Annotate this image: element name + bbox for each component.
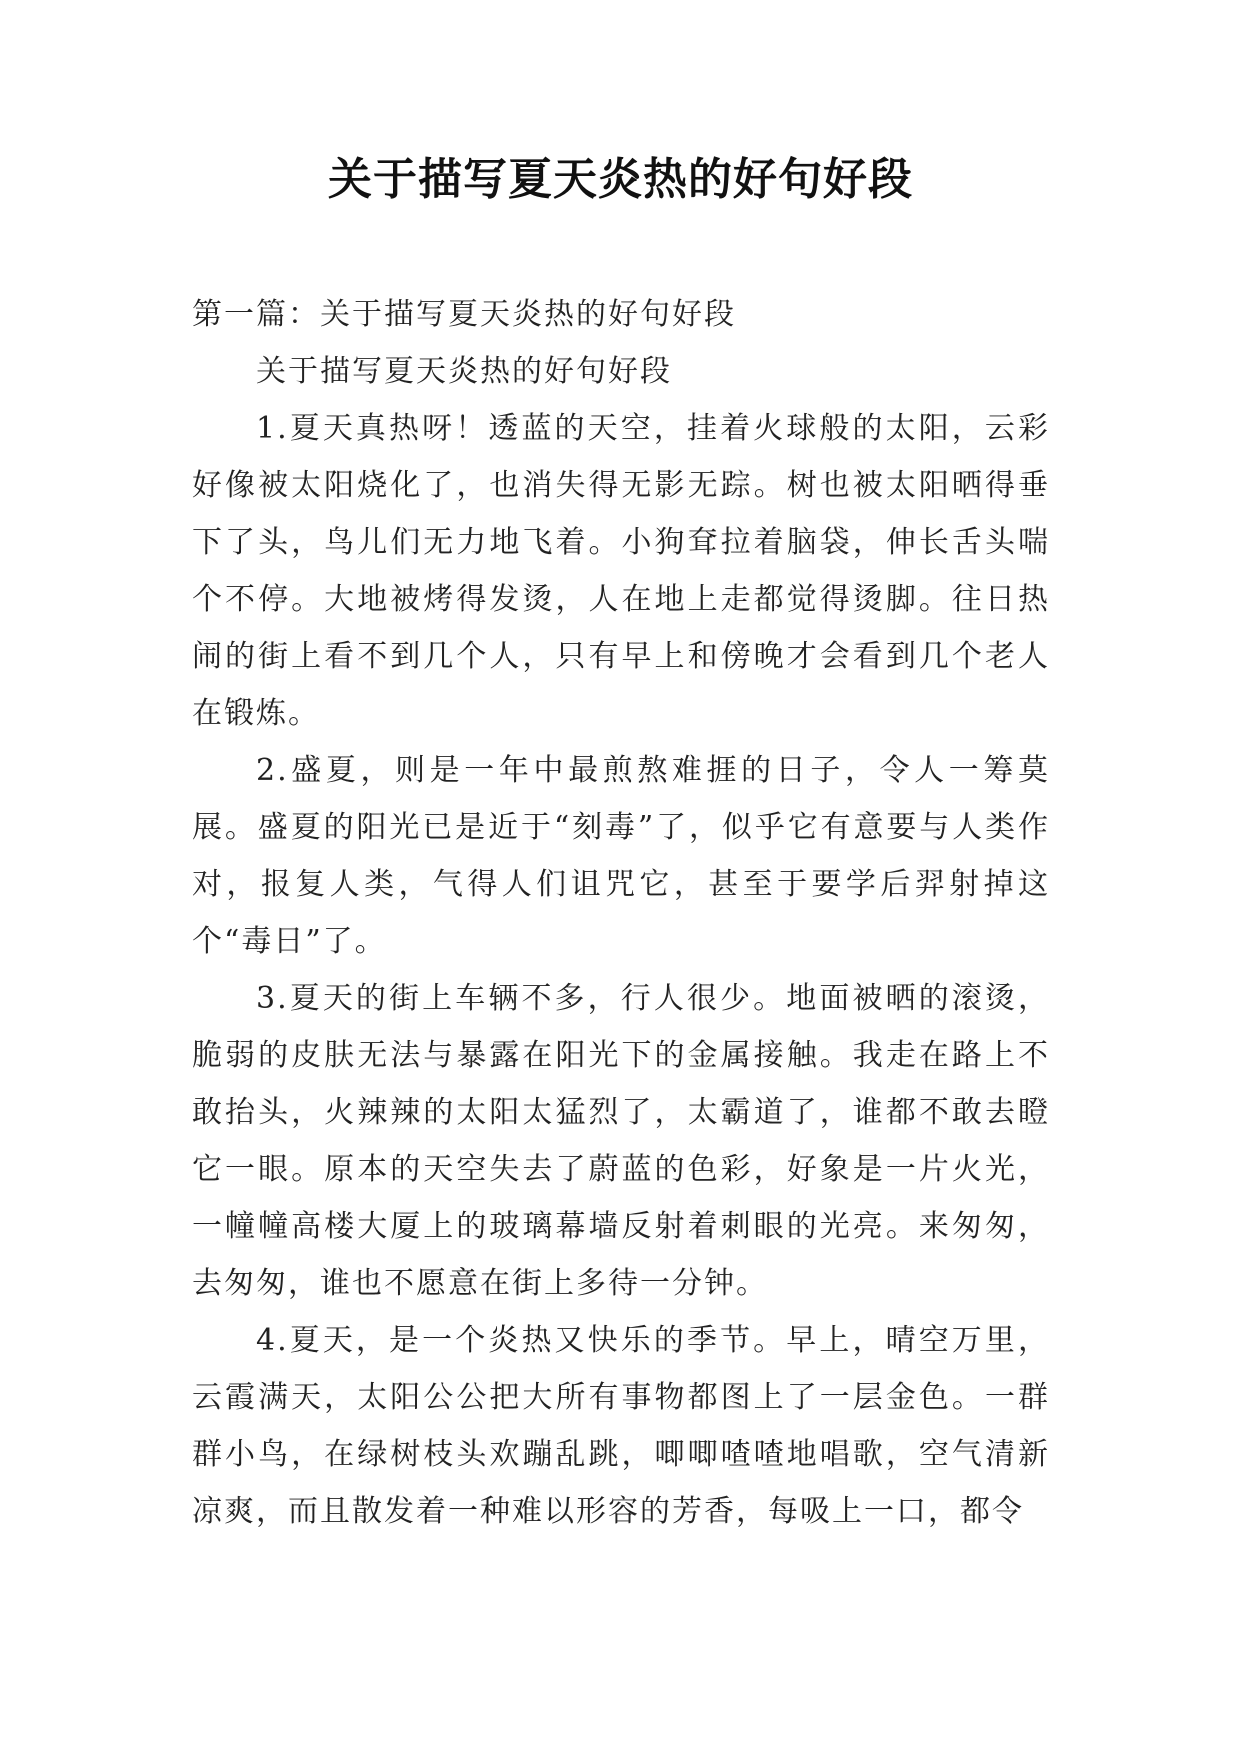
document-title: 关于描写夏天炎热的好句好段 xyxy=(328,154,913,205)
paragraph: 3.夏天的街上车辆不多，行人很少。地面被晒的滚烫，脆弱的皮肤无法与暴露在阳光下的金属接触。我走在路上不敢抬头，火辣辣的太阳太猛烈了，太霸道了，谁都不敢去瞪它一眼。原本的天空失去了蔚蓝的色彩，好象是一片火光，一幢幢高楼大厦上的玻璃幕墙反射着刺眼的光亮。来匆匆，去匆匆，谁也不愿意在街上多待一分钟。 xyxy=(192,981,1050,1301)
paragraph: 1.夏天真热呀！透蓝的天空，挂着火球般的太阳，云彩好像被太阳烧化了，也消失得无影无踪。树也被太阳晒得垂下了头，鸟儿们无力地飞着。小狗耷拉着脑袋，伸长舌头喘个不停。大地被烤得发烫，人在地上走都觉得烫脚。往日热闹的街上看不到几个人，只有早上和傍晚才会看到几个老人在锻炼。 xyxy=(192,411,1050,731)
paragraph: 2.盛夏，则是一年中最煎熬难捱的日子，令人一筹莫展。盛夏的阳光已是近于“刻毒”了，似乎它有意要与人类作对，报复人类，气得人们诅咒它，甚至于要学后羿射掉这个“毒日”了。 xyxy=(192,753,1050,959)
document-body xyxy=(192,286,1050,1540)
section-subtitle: 关于描写夏天炎热的好句好段 xyxy=(256,354,672,389)
paragraph: 4.夏天，是一个炎热又快乐的季节。早上，晴空万里，云霞满天，太阳公公把大所有事物都图上了一层金色。一群群小鸟，在绿树枝头欢蹦乱跳，唧唧喳喳地唱歌，空气清新凉爽，而且散发着一种难以形容的芳香，每吸上一口，都令 xyxy=(192,1323,1050,1529)
section-heading: 第一篇：关于描写夏天炎热的好句好段 xyxy=(192,297,736,332)
